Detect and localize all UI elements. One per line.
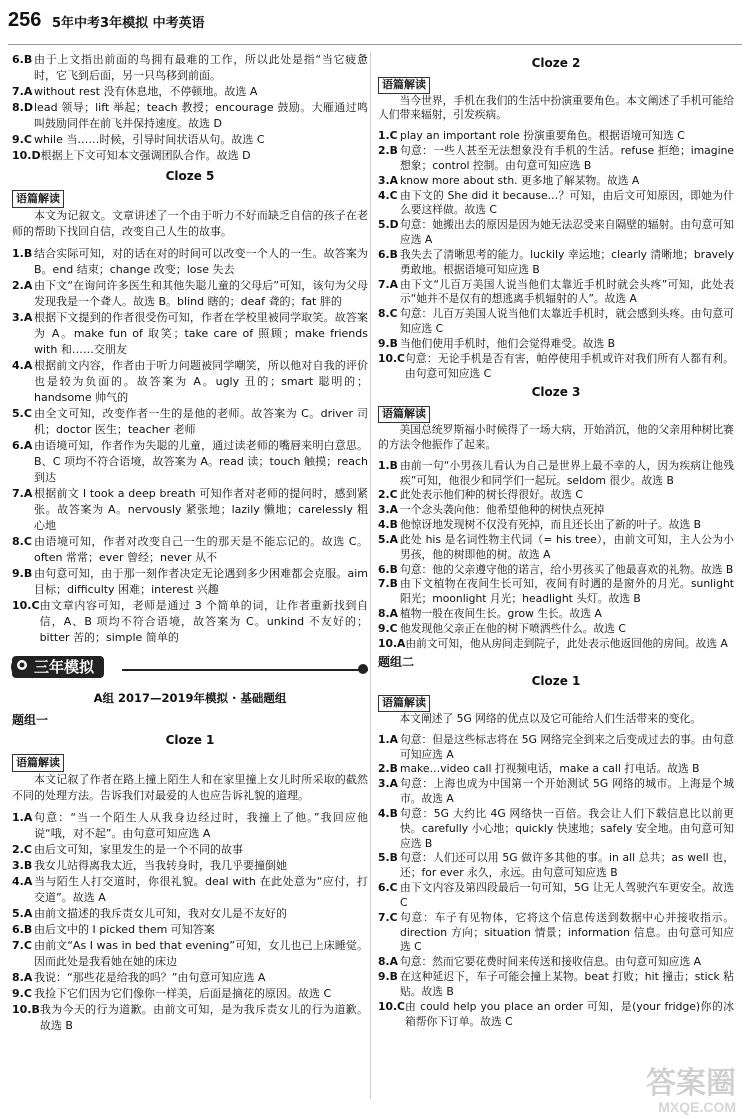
answer-number: 4.A: [12, 875, 33, 888]
answer-explanation: while 当……时候，引导时间状语从句。故选 C: [34, 133, 265, 146]
answer-explanation: 由后文可知，家里发生的是一个不同的故事: [34, 843, 243, 856]
watermark-url: MXQE.COM: [658, 1099, 736, 1115]
answer-explanation: 由下文内容及第四段最后一句可知，5G 让无人驾驶汽车更安全。故选 C: [400, 881, 734, 909]
answer-explanation: 由文章内容可知，老师是通过 3 个简单的词，让作者重新找到自信，A、B 项均不符合语境，故答案为 C。unkind 不友好的；bitter 苦的；simple 简单的: [39, 599, 368, 644]
answer-explanation: 由前文可知，他从房间走到院子，此处表示他返回他的房间。故选 A: [405, 636, 728, 650]
cloze5-answers: [12, 246, 368, 646]
answer-item: [12, 938, 368, 970]
answer-explanation: 根据前文 I took a deep breath 可知作者对老师的提问时，感到紧张。故答案为 A。nervously 紧张地；lazily 懒地；carelessly 粗心地: [34, 487, 368, 532]
answer-item: [12, 842, 368, 858]
answer-number: 4.A: [12, 359, 33, 372]
answer-number: 8.D: [12, 101, 33, 114]
mascot-icon: [10, 654, 34, 680]
answer-explanation: 句意：车子有见物体，它将这个信息传送到数据中心并接收指示。direction 方向；situation 情景；information 信息。由句意可知应选 C: [400, 910, 734, 954]
answer-number: 3.B: [12, 859, 33, 872]
answer-item: [12, 858, 368, 874]
answer-number: 4.B: [378, 518, 398, 532]
answer-number: 5.C: [12, 407, 32, 420]
answer-explanation: 由句意可知，由于那一刻作者决定无论遇到多少困难都会克服。aim 目标；difficulty 困难；interest 兴趣: [34, 567, 368, 596]
answer-item: [12, 438, 368, 486]
answer-explanation: 由下文的 She did it because…？可知，由后文可知原因，即她为什么要这样做。故选 C: [400, 188, 734, 217]
g2-cloze1-guide: [378, 695, 734, 727]
answer-explanation: 根据下文提到的作者很受伤可知，作者在学校里被同学取笑。故答案为 A。make fun of 取笑；take care of 照顾；make friends with 和……交朋友: [34, 311, 368, 356]
answer-item: [378, 637, 734, 652]
answer-item: [378, 174, 734, 189]
column-divider: [370, 52, 371, 1099]
answer-explanation: 由全文可知，改变作者一生的是他的老师。故答案为 C。driver 司机；doctor 医生；teacher 老师: [34, 407, 368, 436]
answer-explanation: 当与陌生人打交道时，你很礼貌。deal with 在此处意为“应付，打交道”。故选 A: [34, 875, 368, 904]
answer-number: 5.A: [12, 907, 33, 920]
answer-number: 9.C: [12, 987, 32, 1000]
answer-number: 10.D: [12, 149, 41, 162]
answer-number: 6.A: [12, 439, 33, 452]
answer-number: 5.D: [378, 218, 399, 232]
cloze2-title: Cloze 2: [531, 56, 581, 70]
answer-number: 3.A: [12, 311, 33, 324]
answer-number: 9.B: [12, 567, 33, 580]
answer-explanation: 当他们使用手机时，他们会觉得难受。故选 B: [400, 336, 616, 350]
guide-label: 语篇解读: [12, 754, 64, 772]
guide-text: 美国总统罗斯福小时候得了一场大病，开始消沉，他的父亲用种树比赛的方法令他振作了起来。: [378, 423, 734, 451]
answer-item: [378, 955, 734, 970]
g2-cloze1-answers: [378, 733, 734, 1030]
answer-explanation: 句意：“当一个陌生人从我身边经过时，我撞上了他。”我回应他说“哦，对不起”。由句意可知应选 A: [34, 811, 368, 840]
answer-item: [12, 148, 368, 164]
answer-item: [12, 922, 368, 938]
answer-number: 2.A: [12, 279, 33, 292]
guide-label: 语篇解读: [378, 695, 430, 712]
answer-explanation: 句意：但是这些标志将在 5G 网络完全到来之后变成过去的事。由句意可知应选 A: [400, 732, 734, 761]
answer-explanation: play an important role 扮演重要角色。根据语境可知选 C: [400, 129, 685, 143]
answer-item: [12, 486, 368, 534]
answer-number: 9.C: [12, 133, 32, 146]
answer-explanation: 一个念头袭向他：他希望他种的树快点死掉: [400, 503, 605, 517]
answer-number: 10.A: [378, 636, 406, 650]
answer-item: [12, 534, 368, 566]
answer-number: 8.C: [378, 307, 398, 321]
answer-explanation: know more about sth. 更多地了解某物。故选 A: [400, 173, 640, 187]
answer-number: 2.C: [12, 843, 32, 856]
g1-cloze1-guide: [12, 754, 368, 804]
answer-item: [12, 358, 368, 406]
answer-item: [12, 986, 368, 1002]
page-header: [0, 0, 750, 48]
answer-explanation: 根据上下文可知本文强调团队合作。故选 D: [40, 149, 251, 162]
watermark: [646, 1069, 736, 1115]
answer-number: 7.A: [12, 85, 33, 98]
answer-item: [378, 807, 734, 851]
guide-text: 本文记叙了作者在路上撞上陌生人和在家里撞上女儿时所采取的截然不同的处理方法。告诉我们对最爱的人也应告诉礼貌的道理。: [12, 773, 368, 802]
answer-explanation: 根据前文内容，作者由于听力问题被同学嘲笑，所以他对自我的评价也是较为负面的。故答案为 A。ugly 丑的；smart 聪明的；handsome 帅气的: [34, 359, 368, 404]
g1-cloze1-answers: [12, 810, 368, 1034]
cloze2-answers: [378, 129, 734, 381]
answer-number: 5.A: [378, 532, 398, 546]
answer-item: [12, 1002, 368, 1034]
answer-item: [378, 622, 734, 637]
answer-item: [378, 337, 734, 352]
answer-number: 3.A: [378, 777, 398, 791]
answer-number: 1.A: [12, 811, 33, 824]
answer-number: 4.B: [378, 806, 398, 820]
answer-item: [12, 278, 368, 310]
answer-item: [378, 278, 734, 308]
answer-item: [378, 911, 734, 955]
answer-item: [378, 563, 734, 578]
answer-item: [378, 1000, 734, 1030]
answer-explanation: 句意：她搬出去的原因是因为她无法忍受来自隔壁的辐射。由句意可知应选 A: [400, 218, 734, 247]
banner-label: 三年模拟: [12, 656, 104, 678]
guide-text: 本文阐述了 5G 网络的优点以及它可能给人们生活带来的变化。: [399, 711, 702, 725]
answer-item: [378, 189, 734, 219]
answer-number: 7.B: [378, 577, 398, 591]
answer-explanation: 由下文植物在夜间生长可知，夜间有时遇的是窗外的月光。sunlight 阳光；moonlight 月光；headlight 头灯。故选 B: [400, 577, 734, 606]
answer-item: [378, 970, 734, 1000]
answer-number: 9.B: [378, 970, 398, 984]
answer-explanation: 我失去了清晰思考的能力。luckily 幸运地；clearly 清晰地；bravely 勇敢地。根据语境可知应选 B: [400, 247, 734, 276]
answer-number: 2.B: [378, 762, 398, 776]
answer-explanation: lead 领导；lift 举起；teach 教授；encourage 鼓励。大雁通过鸣叫鼓励同伴在前飞并保持速度。故选 D: [34, 101, 368, 130]
right-column: [378, 52, 734, 1029]
answer-number: 2.B: [378, 144, 398, 158]
answer-number: 4.C: [378, 188, 398, 202]
guide-text: 当今世界，手机在我们的生活中扮演重要角色。本文阐述了手机可能给人们带来辐射，引发疾病。: [378, 93, 734, 122]
answer-item: [12, 84, 368, 100]
answer-item: [378, 248, 734, 278]
answer-explanation: 由前文“As I was in bed that evening”可知，女儿也已上床睡觉。因而此处是我看她在她的床边: [34, 939, 368, 968]
answer-explanation: 由后文中的 I picked them 可知答案: [34, 923, 215, 936]
answer-number: 9.B: [378, 336, 398, 350]
guide-label: 语篇解读: [12, 190, 64, 208]
answer-item: [378, 144, 734, 174]
answer-item: [12, 52, 368, 84]
answer-number: 1.B: [12, 247, 33, 260]
answer-explanation: 由前文描述的我斥责女儿可知，我对女儿是不友好的: [34, 907, 287, 920]
answer-number: 8.A: [378, 955, 398, 969]
page-number: 256: [8, 9, 42, 31]
left-top-answers: [12, 52, 368, 164]
answer-number: 6.B: [12, 53, 33, 66]
answer-explanation: 句意：5G 大约比 4G 网络快一百倍。我会让人们下载信息比以前更快。carefully 小心地；quickly 快速地；safely 安全地。由句意可知应选 B: [400, 806, 734, 850]
answer-number: 9.C: [378, 621, 398, 635]
answer-item: [378, 352, 734, 382]
answer-number: 1.C: [378, 129, 398, 143]
g1-cloze1-title: Cloze 1: [165, 733, 215, 747]
answer-explanation: 在这种延迟下，车子可能会撞上某物。beat 打败；hit 撞击；stick 粘贴。故选 B: [400, 970, 734, 998]
answer-number: 2.C: [378, 488, 398, 502]
answer-item: [12, 566, 368, 598]
answer-explanation: 由于上文指出前面的鸟拥有最难的工作，所以此处是指“当它疲惫时，它飞到后面，另一只鸟移到前面。: [34, 53, 368, 82]
answer-number: 6.B: [378, 247, 398, 261]
answer-explanation: 我捡下它们因为它们像你一样美，后面是摘花的原因。故选 C: [34, 987, 332, 1000]
cloze3-guide: [378, 406, 734, 452]
answer-explanation: 句意：人们还可以用 5G 做许多其他的事。in all 总共；as well 也，还；for ever 永久，永远。由句意可知应选 B: [400, 851, 734, 880]
answer-explanation: 句意：一些人甚至无法想象没有手机的生活。refuse 拒绝；imagine 想象；control 控制。由句意可知应选 B: [400, 144, 734, 172]
cloze3-answers: [378, 459, 734, 652]
answer-number: 7.C: [378, 910, 398, 924]
answer-number: 6.B: [378, 562, 398, 576]
answer-number: 7.C: [12, 939, 32, 952]
answer-item: [12, 874, 368, 906]
answer-item: [378, 762, 734, 777]
answer-item: [378, 733, 734, 763]
answer-explanation: without rest 没有休息地，不停顿地。故选 A: [34, 85, 258, 98]
answer-item: [378, 307, 734, 337]
answer-item: [12, 906, 368, 922]
answer-number: 1.A: [378, 732, 398, 746]
answer-item: [12, 246, 368, 278]
answer-explanation: 由 could help you place an order 可知，是(your fridge)你的冰箱帮你下订单。故选 C: [404, 999, 734, 1028]
answer-explanation: 句意：然而它要花费时间来传送和接收信息。由句意可知应选 A: [400, 955, 702, 969]
answer-item: [12, 310, 368, 358]
answer-item: [378, 129, 734, 144]
answer-explanation: make…video call 打视频电话，make a call 打电话。故选 B: [400, 762, 700, 776]
exam-subheading: A组 2017—2019年模拟 · 基础题组: [93, 691, 287, 705]
answer-item: [378, 518, 734, 533]
cloze5-title: Cloze 5: [165, 169, 215, 183]
answer-explanation: 由语境可知，作者作为失聪的儿童，通过读老师的嘴唇来明白意思。B、C 项均不符合语境，故答案为 A。read 读；touch 触摸；reach 到达: [34, 439, 368, 484]
answer-number: 3.A: [378, 173, 398, 187]
answer-item: [378, 577, 734, 607]
header-rule: [8, 44, 742, 45]
cloze3-title: Cloze 3: [531, 385, 581, 400]
banner-line: [122, 669, 368, 671]
answer-explanation: 他发现他父亲正在他的树下喷洒些什么。故选 C: [400, 621, 626, 635]
answer-item: [378, 851, 734, 881]
answer-number: 10.C: [12, 599, 40, 612]
answer-explanation: 他惊讶地发现树不仅没有死掉，而且还长出了新的叶子。故选 B: [400, 518, 702, 532]
guide-text: 本文为记叙文。文章讲述了一个由于听力不好而缺乏自信的孩子在老师的帮助下找回自信，改变自己人生的故事。: [12, 209, 368, 238]
group-two-heading: 题组二: [378, 655, 415, 670]
answer-item: [12, 100, 368, 132]
answer-explanation: 句意：无论手机是否有害，帕停使用手机或许对我们所有人都有利。由句意可知应选 C: [404, 351, 734, 380]
answer-explanation: 由语境可知，作者对改变自己一生的那天是不能忘记的。故选 C。often 常常；ever 曾经；never 从不: [34, 535, 368, 564]
answer-explanation: 由下文“儿百万美国人说当他们太靠近手机时就会头疼”可知，此处表示“她并不是仅有的想逃离手机辐射的人”。故选 A: [400, 277, 734, 306]
answer-item: [12, 132, 368, 148]
answer-item: [378, 533, 734, 563]
cloze2-guide: [378, 77, 734, 123]
answer-item: [378, 459, 734, 489]
answer-explanation: 由下文“在询问许多医生和其他失聪儿童的父母后”可知，该句为父母发现我是一个聋人。故选 B。blind 瞎的；deaf 聋的；fat 胖的: [34, 279, 368, 308]
answer-number: 8.A: [12, 971, 33, 984]
answer-number: 6.B: [12, 923, 33, 936]
watermark-text: 答案圈: [646, 1067, 736, 1100]
answer-explanation: 此处 his 是名词性物主代词（= his tree），由前文可知，主人公为小男孩，他的树即他的树。故选 A: [400, 532, 734, 561]
answer-item: [378, 218, 734, 248]
section-banner: [12, 654, 368, 684]
answer-number: 6.C: [378, 881, 398, 895]
answer-item: [12, 810, 368, 842]
answer-item: [378, 607, 734, 622]
answer-explanation: 我为今天的行为道歉。由前文可知，是为我斥责女儿的行为道歉。故选 B: [39, 1003, 368, 1032]
answer-item: [378, 488, 734, 503]
answer-number: 10.C: [378, 999, 405, 1013]
answer-explanation: 句意：儿百万美国人说当他们太靠近手机时，就会感到头疼。由句意可知应选 C: [400, 307, 734, 336]
answer-number: 7.A: [12, 487, 33, 500]
answer-number: 5.B: [378, 851, 398, 865]
answer-explanation: 此处表示他们种的树长得很好。故选 C: [400, 488, 583, 502]
answer-explanation: 我说：“那些花是给我的吗？”由句意可知应选 A: [34, 971, 266, 984]
answer-explanation: 我女儿站得离我太近，当我转身时，我几乎要撞倒她: [34, 859, 287, 872]
group-one-heading: 题组一: [12, 713, 49, 727]
answer-explanation: 句意：他的父亲遵守他的诺言，给小男孩买了他最喜欢的礼物。故选 B: [400, 562, 734, 576]
answer-number: 10.B: [12, 1003, 40, 1016]
banner-dot: [358, 664, 368, 674]
answer-explanation: 植物一般在夜间生长。grow 生长。故选 A: [400, 606, 602, 620]
answer-item: [12, 406, 368, 438]
answer-item: [378, 777, 734, 807]
answer-explanation: 结合实际可知，对的话在对的时间可以改变一个人的一生。故答案为 B。end 结束；change 改变；lose 失去: [34, 247, 368, 276]
guide-label: 语篇解读: [378, 77, 430, 94]
g2-cloze1-title: Cloze 1: [531, 674, 581, 689]
answer-explanation: 由前一句“小男孩儿看认为自己是世界上最不幸的人，因为疾病让他残疾”可知，他很少和同学们一起玩。seldom 很少。故选 B: [400, 458, 734, 487]
cloze5-guide: [12, 190, 368, 240]
book-title: 5年中考3年模拟 中考英语: [52, 16, 205, 31]
answer-item: [12, 970, 368, 986]
answer-number: 8.A: [378, 606, 398, 620]
answer-number: 10.C: [378, 351, 405, 365]
answer-item: [12, 598, 368, 646]
guide-label: 语篇解读: [378, 406, 430, 423]
answer-number: 3.A: [378, 503, 398, 517]
answer-number: 7.A: [378, 277, 398, 291]
answer-number: 1.B: [378, 458, 398, 472]
answer-item: [378, 881, 734, 911]
answer-item: [378, 503, 734, 518]
left-column: [12, 52, 368, 1034]
answer-number: 8.C: [12, 535, 32, 548]
answer-explanation: 句意：上海也成为中国第一个开始测试 5G 网络的城市。上海是个城市。故选 A: [400, 777, 734, 806]
